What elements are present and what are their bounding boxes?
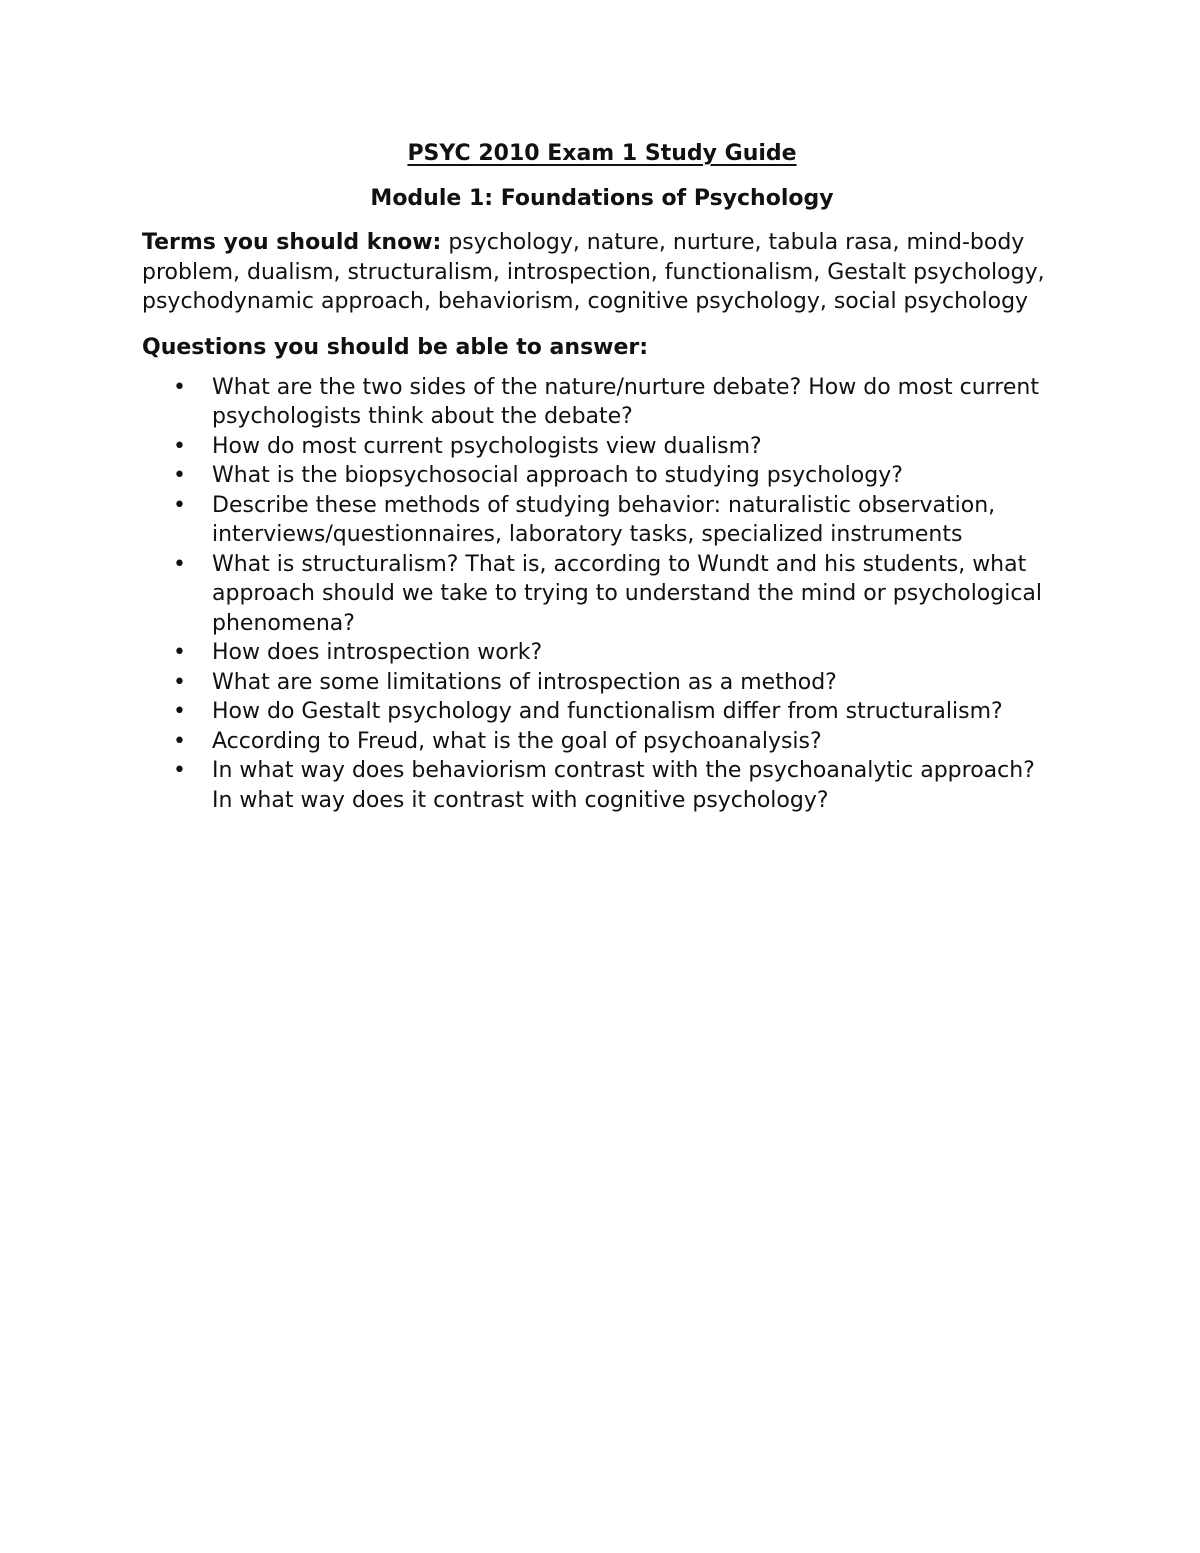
terms-paragraph bbox=[142, 228, 1062, 317]
question-item bbox=[142, 550, 1062, 639]
bullet-icon: • bbox=[173, 728, 186, 754]
bullet-icon: • bbox=[173, 463, 186, 488]
terms-text: psychology, nature, nurture, tabula rasa, mind-body problem, dualism, structuralism, introspection, functionalism, Gestalt psychology, psychodynamic approach, behaviorism, cognitive psychology, social psychology bbox=[142, 230, 1045, 314]
questions-heading: Questions you should be able to answer: bbox=[142, 334, 649, 360]
bullet-icon: • bbox=[173, 640, 186, 665]
question-text: Describe these methods of studying behavior: naturalistic observation, interviews/questionnaires, laboratory tasks, specialized instruments bbox=[212, 492, 996, 547]
terms-label: Terms you should know: bbox=[142, 230, 442, 255]
question-item bbox=[142, 491, 1062, 550]
question-item bbox=[142, 373, 1062, 432]
module-title: Module 1: Foundations of Psychology bbox=[370, 186, 834, 211]
question-text: How do Gestalt psychology and functionalism differ from structuralism? bbox=[212, 699, 1003, 724]
bullet-icon: • bbox=[173, 669, 186, 695]
questions-list bbox=[142, 373, 1062, 816]
question-text: What is structuralism? That is, according to Wundt and his students, what approach should we take to trying to understand the mind or psychological phenomena? bbox=[212, 551, 1043, 636]
bullet-icon: • bbox=[173, 699, 186, 724]
question-text: According to Freud, what is the goal of psychoanalysis? bbox=[212, 728, 822, 754]
document-title: PSYC 2010 Exam 1 Study Guide bbox=[407, 141, 797, 166]
question-item bbox=[142, 638, 1062, 668]
question-item bbox=[142, 697, 1062, 727]
question-text: How does introspection work? bbox=[212, 640, 543, 665]
question-item bbox=[142, 461, 1062, 491]
question-text: What are some limitations of introspection as a method? bbox=[212, 669, 837, 695]
question-item bbox=[142, 432, 1062, 462]
question-text: In what way does behaviorism contrast with the psychoanalytic approach? In what way does it contrast with cognitive psychology? bbox=[212, 758, 1035, 813]
question-item bbox=[142, 756, 1062, 815]
question-text: How do most current psychologists view dualism? bbox=[212, 433, 762, 459]
question-item bbox=[142, 668, 1062, 698]
question-text: What are the two sides of the nature/nurture debate? How do most current psychologists think about the debate? bbox=[212, 374, 1039, 429]
question-text: What is the biopsychosocial approach to studying psychology? bbox=[212, 463, 903, 488]
document-page bbox=[142, 138, 1062, 815]
bullet-icon: • bbox=[173, 551, 186, 577]
bullet-icon: • bbox=[173, 758, 186, 783]
bullet-icon: • bbox=[173, 433, 186, 459]
bullet-icon: • bbox=[173, 374, 186, 400]
bullet-icon: • bbox=[173, 492, 186, 518]
question-item bbox=[142, 727, 1062, 757]
